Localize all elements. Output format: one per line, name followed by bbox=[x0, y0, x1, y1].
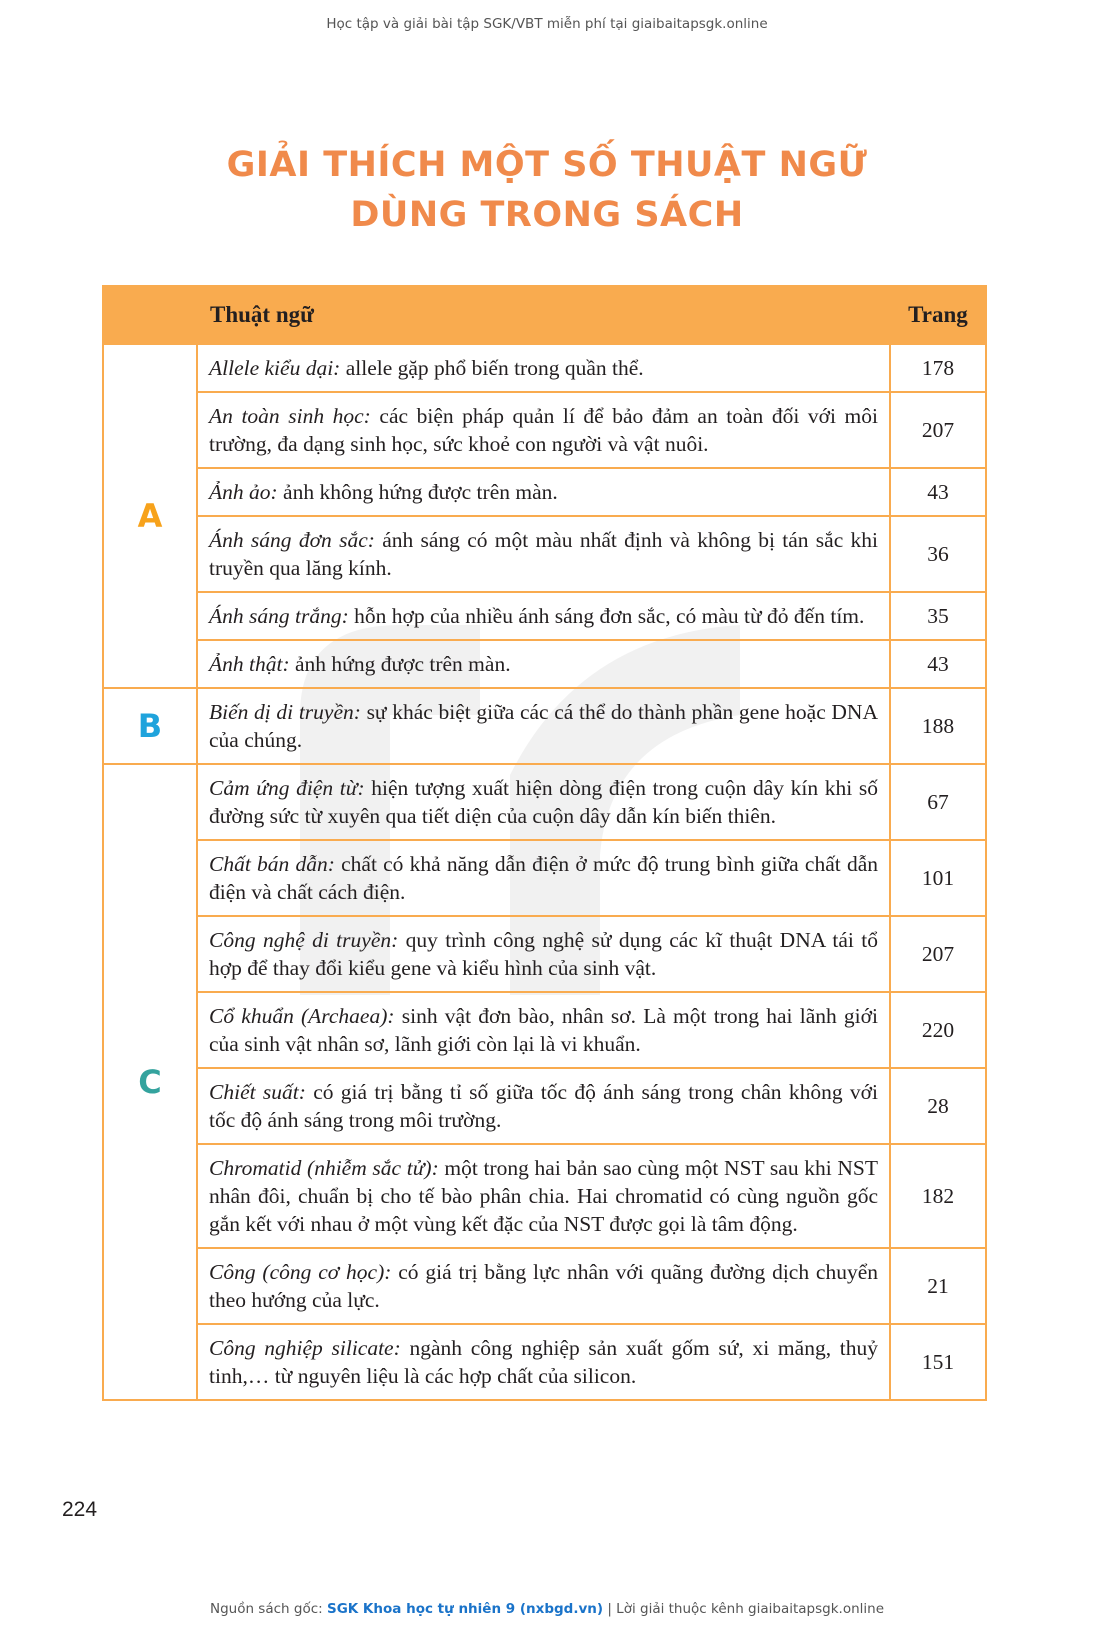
section-letter: C bbox=[103, 764, 197, 1400]
header-note: Học tập và giải bài tập SGK/VBT miễn phí tại giaibaitapsgk.online bbox=[326, 16, 768, 32]
page-reference: 151 bbox=[890, 1324, 986, 1400]
table-row bbox=[103, 392, 986, 468]
term-definition: hiện tượng xuất hiện dòng điện trong cuộn dây kín khi số đường sức từ xuyên qua tiết diện của cuộn dây dẫn kín biến thiên. bbox=[209, 776, 879, 828]
term-definition: có giá trị bằng tỉ số giữa tốc độ ánh sáng trong chân không với tốc độ ánh sáng trong môi trường. bbox=[209, 1080, 878, 1132]
term-name: Công (công cơ học): bbox=[209, 1260, 392, 1284]
term-cell bbox=[197, 516, 890, 592]
term-cell bbox=[197, 1068, 890, 1144]
term-name: Ánh sáng đơn sắc: bbox=[209, 528, 375, 552]
footer-source-link[interactable]: SGK Khoa học tự nhiên 9 (nxbgd.vn) bbox=[326, 1601, 604, 1617]
term-definition: một trong hai bản sao cùng một NST sau khi NST nhân đôi, chuẩn bị cho tế bào phân chia. Hai chromatid có cùng nguồn gốc gắn kết với nhau ở một vùng kết đặc của NST được gọi là tâm động. bbox=[209, 1156, 878, 1236]
term-name: Allele kiểu dại: bbox=[209, 356, 341, 380]
term-cell bbox=[197, 640, 890, 688]
table-header-row bbox=[103, 286, 986, 344]
term-name: Chiết suất: bbox=[209, 1080, 306, 1104]
term-name: An toàn sinh học: bbox=[209, 404, 371, 428]
page-reference: 28 bbox=[890, 1068, 986, 1144]
table-row bbox=[103, 840, 986, 916]
term-name: Cổ khuẩn (Archaea): bbox=[209, 1004, 395, 1028]
table-row bbox=[103, 992, 986, 1068]
footer-suffix: | Lời giải thuộc kênh giaibaitapsgk.online bbox=[603, 1601, 885, 1617]
term-cell bbox=[197, 688, 890, 764]
term-name: Ảnh thật: bbox=[209, 652, 290, 676]
term-definition: ảnh hứng được trên màn. bbox=[289, 652, 511, 676]
page-title bbox=[0, 140, 1094, 240]
term-cell bbox=[197, 1324, 890, 1400]
term-definition: hỗn hợp của nhiều ánh sáng đơn sắc, có màu từ đỏ đến tím. bbox=[348, 604, 865, 628]
page-reference: 43 bbox=[890, 468, 986, 516]
term-name: Chromatid (nhiễm sắc tử): bbox=[209, 1156, 439, 1180]
page-reference: 36 bbox=[890, 516, 986, 592]
letter-header-cell bbox=[103, 286, 197, 344]
table-row bbox=[103, 1324, 986, 1400]
term-name: Chất bán dẫn: bbox=[209, 852, 335, 876]
page-number: 224 bbox=[62, 1498, 98, 1521]
page-reference: 67 bbox=[890, 764, 986, 840]
table-row bbox=[103, 916, 986, 992]
term-definition: allele gặp phổ biến trong quần thể. bbox=[340, 356, 644, 380]
term-name: Cảm ứng điện từ: bbox=[209, 776, 365, 800]
page-reference: 35 bbox=[890, 592, 986, 640]
glossary-body bbox=[103, 344, 986, 1400]
page-reference: 178 bbox=[890, 344, 986, 392]
section-letter: B bbox=[103, 688, 197, 764]
term-cell bbox=[197, 592, 890, 640]
term-name: Công nghệ di truyền: bbox=[209, 928, 399, 952]
term-definition: có giá trị bằng lực nhân với quãng đường dịch chuyển theo hướng của lực. bbox=[209, 1260, 878, 1312]
footer bbox=[0, 1601, 1094, 1617]
term-definition: các biện pháp quản lí để bảo đảm an toàn đối với môi trường, đa dạng sinh học, sức khoẻ con người và vật nuôi. bbox=[209, 404, 878, 456]
term-definition: ánh sáng có một màu nhất định và không bị tán sắc khi truyền qua lăng kính. bbox=[209, 528, 879, 580]
term-definition: sự khác biệt giữa các cá thể do thành phần gene hoặc DNA của chúng. bbox=[209, 700, 878, 752]
term-definition: chất có khả năng dẫn điện ở mức độ trung bình giữa chất dẫn điện và chất cách điện. bbox=[209, 852, 878, 904]
term-cell bbox=[197, 992, 890, 1068]
table-row bbox=[103, 516, 986, 592]
page-reference: 207 bbox=[890, 392, 986, 468]
table-row bbox=[103, 640, 986, 688]
glossary-table bbox=[102, 285, 987, 1401]
table-row bbox=[103, 592, 986, 640]
table-row bbox=[103, 344, 986, 392]
term-column-header: Thuật ngữ bbox=[197, 286, 890, 344]
term-cell bbox=[197, 840, 890, 916]
term-cell bbox=[197, 1248, 890, 1324]
title-line-2: DÙNG TRONG SÁCH bbox=[350, 195, 744, 235]
table-row bbox=[103, 1144, 986, 1248]
table-row bbox=[103, 1068, 986, 1144]
table-row bbox=[103, 1248, 986, 1324]
term-definition: ảnh không hứng được trên màn. bbox=[277, 480, 558, 504]
page-reference: 43 bbox=[890, 640, 986, 688]
section-letter: A bbox=[103, 344, 197, 688]
page-reference: 207 bbox=[890, 916, 986, 992]
footer-prefix: Nguồn sách gốc: bbox=[209, 1601, 327, 1617]
page-reference: 101 bbox=[890, 840, 986, 916]
term-name: Biến dị di truyền: bbox=[209, 700, 361, 724]
term-name: Ánh sáng trắng: bbox=[209, 604, 349, 628]
table-row bbox=[103, 764, 986, 840]
page-column-header: Trang bbox=[890, 286, 986, 344]
table-row bbox=[103, 688, 986, 764]
page-reference: 220 bbox=[890, 992, 986, 1068]
term-name: Ảnh ảo: bbox=[209, 480, 278, 504]
page-reference: 188 bbox=[890, 688, 986, 764]
term-definition: quy trình công nghệ sử dụng các kĩ thuật DNA tái tổ hợp để thay đổi kiểu gene và kiểu hình của sinh vật. bbox=[209, 928, 878, 980]
term-definition: ngành công nghiệp sản xuất gốm sứ, xi măng, thuỷ tinh,… từ nguyên liệu là các hợp chất của silicon. bbox=[209, 1336, 878, 1388]
term-definition: sinh vật đơn bào, nhân sơ. Là một trong hai lãnh giới của sinh vật nhân sơ, lãnh giới còn lại là vi khuẩn. bbox=[209, 1004, 879, 1056]
term-cell bbox=[197, 344, 890, 392]
title-line-1: GIẢI THÍCH MỘT SỐ THUẬT NGỮ bbox=[226, 145, 868, 185]
term-cell bbox=[197, 468, 890, 516]
page-reference: 21 bbox=[890, 1248, 986, 1324]
term-cell bbox=[197, 392, 890, 468]
term-cell bbox=[197, 764, 890, 840]
page-reference: 182 bbox=[890, 1144, 986, 1248]
term-name: Công nghiệp silicate: bbox=[209, 1336, 401, 1360]
term-cell bbox=[197, 916, 890, 992]
term-cell bbox=[197, 1144, 890, 1248]
table-row bbox=[103, 468, 986, 516]
